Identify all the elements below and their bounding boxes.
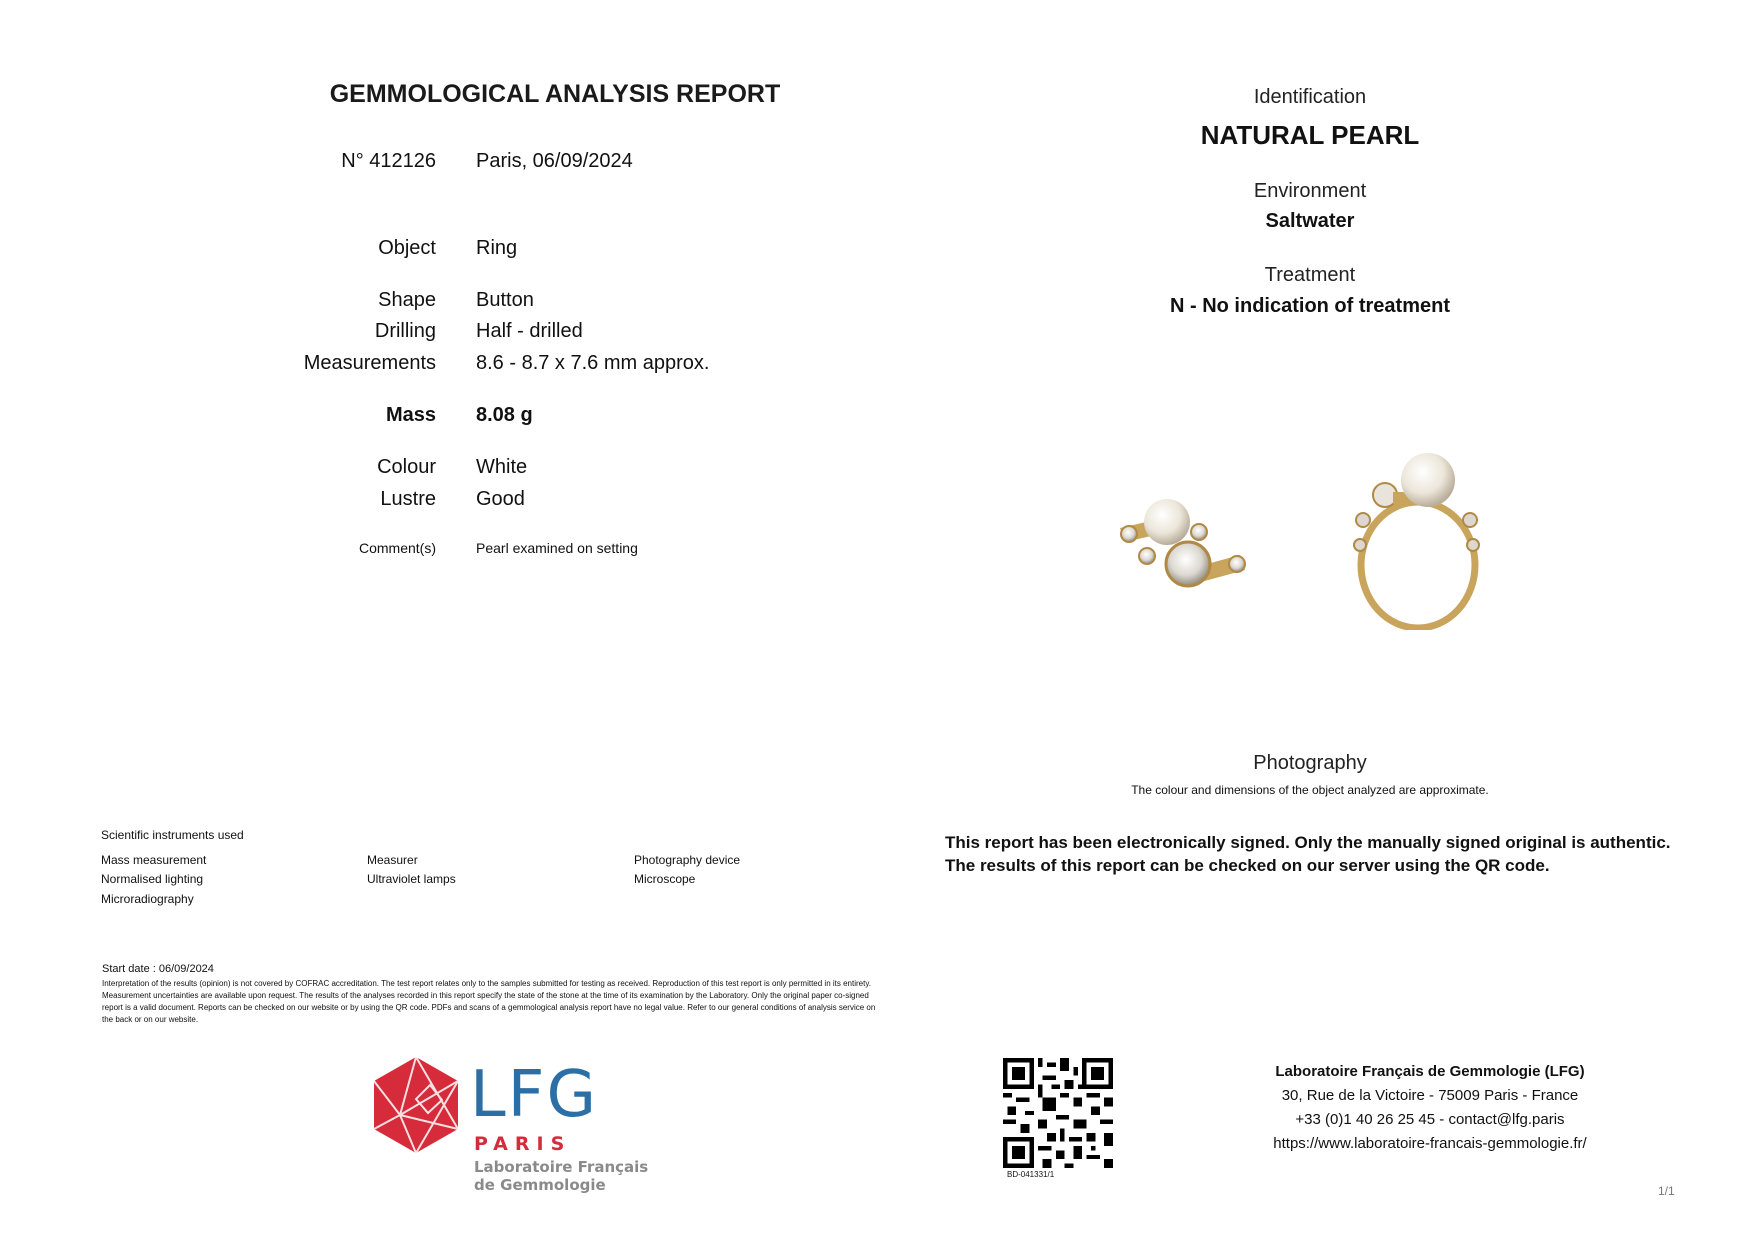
object-label: Object [378,237,436,259]
instrument-item: Microscope [634,872,696,886]
lab-website-link[interactable]: https://www.laboratoire-francais-gemmologie.fr/ [1273,1135,1587,1152]
lab-address [1240,1060,1620,1156]
instrument-item: Normalised lighting [101,872,204,886]
logo-lfg-text: LFG [470,1058,599,1132]
colour-label: Colour [377,456,436,478]
identification-value: NATURAL PEARL [1200,120,1420,150]
environment-label: Environment [1253,180,1367,202]
measurements-value: 8.6 - 8.7 x 7.6 mm approx. [476,352,710,374]
instrument-item: Microradiography [101,892,194,906]
shape-label: Shape [378,289,436,311]
photography-label: Photography [1253,752,1367,774]
page-number: 1/1 [1658,1184,1675,1198]
report-place-date: Paris, 06/09/2024 [476,150,633,172]
instrument-item: Photography device [634,853,741,867]
lustre-label: Lustre [380,488,436,510]
mass-label: Mass [385,404,436,426]
ring-side-view-photo [1345,450,1485,630]
drilling-label: Drilling [374,320,436,342]
drilling-value: Half - drilled [476,320,583,342]
notice-line-2: The results of this report can be checked on our server using the QR code. [945,856,1550,875]
lfg-hexagon-logo-icon [370,1055,462,1155]
instruments-title: Scientific instruments used [101,828,244,842]
logo-line-2: de Gemmologie [474,1176,606,1194]
treatment-label: Treatment [1264,264,1356,286]
ring-top-view-photo [1115,490,1250,605]
lab-name: Laboratoire Français de Gemmologie (LFG) [1275,1063,1585,1080]
qr-code-icon[interactable] [1003,1058,1113,1168]
shape-value: Button [476,289,534,311]
instrument-item: Measurer [367,853,418,867]
logo-line-1: Laboratoire Français [474,1158,649,1176]
identification-label: Identification [1253,86,1367,108]
instrument-item: Mass measurement [101,853,207,867]
measurements-label: Measurements [303,352,436,374]
colour-value: White [476,456,528,478]
lab-contact[interactable]: +33 (0)1 40 26 25 45 - contact@lfg.paris [1295,1111,1565,1128]
report-title: GEMMOLOGICAL ANALYSIS REPORT [329,80,781,108]
qr-reference: BD-041331/1 [1007,1170,1055,1179]
instrument-item: Ultraviolet lamps [367,872,456,886]
report-number: N° 412126 [341,150,436,172]
mass-value: 8.08 g [476,404,533,426]
treatment-value: N - No indication of treatment [1170,295,1450,317]
lab-street: 30, Rue de la Victoire - 75009 Paris - France [1281,1087,1579,1104]
object-value: Ring [476,237,518,259]
start-date: Start date : 06/09/2024 [102,963,214,975]
legal-disclaimer: Interpretation of the results (opinion) is not covered by COFRAC accreditation. The test report relates only to the samples submitted for testing as received. Reproduction of this test report is only permitted in its entirety. Measurement uncertainties are available upon request. The results of the analyses recorded in this report specify the state of the stone at the time of its examination by the Laboratory. Only the original paper co-signed report is a valid document. Reports can be checked on our website or by using the QR code. PDFs and scans of a gemmological analysis report have no legal value. Refer to our general conditions of analysis service on the back or on our website. [102,979,876,1024]
comments-label: Comment(s) [358,540,436,556]
lustre-value: Good [476,488,525,510]
notice-line-1: This report has been electronically signed. Only the manually signed original is authentic. [945,833,1671,852]
environment-value: Saltwater [1265,210,1355,232]
signature-notice [945,831,1671,877]
photography-note: The colour and dimensions of the object analyzed are approximate. [1131,783,1489,797]
comments-value: Pearl examined on setting [476,540,638,556]
logo-paris-text: PARIS [474,1133,572,1155]
